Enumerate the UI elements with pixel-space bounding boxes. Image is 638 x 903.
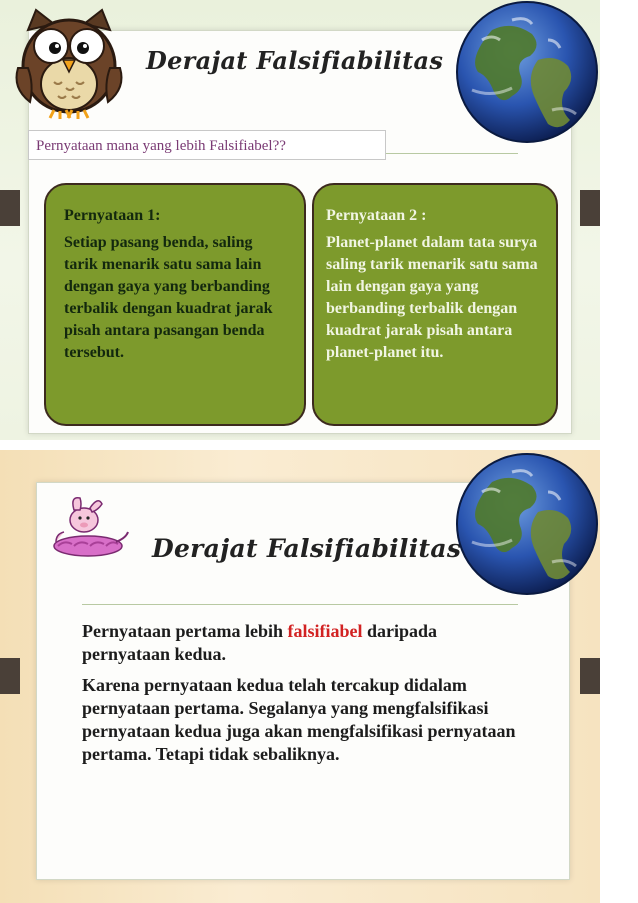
statement-2-text: Planet-planet dalam tata surya saling tarik menarik satu sama lain dengan gaya yang berbanding terbalik dengan kuadrat jarak pisah antara planet-planet itu. [326,234,538,361]
right-edge-tab [580,190,600,226]
slide-2-body [82,620,522,774]
slide-1 [0,0,600,440]
piglet-icon [44,494,132,566]
statement-2-heading: Pernyataan 2 : [326,207,427,224]
conclusion-paragraph [82,620,522,666]
statement-1-text: Setiap pasang benda, saling tarik menarik satu sama lain dengan gaya yang berbanding terbalik dengan kuadrat jarak pisah antara pasangan benda tersebut. [64,234,273,361]
divider-line [82,604,518,605]
owl-icon [10,8,128,120]
slide-1-title: Derajat Falsifiabilitas [146,46,444,75]
reason-paragraph: Karena pernyataan kedua telah tercakup didalam pernyataan pertama. Segalanya yang mengfalsifikasi pernyataan kedua juga akan mengfalsifikasi pernyataan pertama. Tetapi tidak sebaliknya. [82,675,516,764]
left-edge-tab [0,190,20,226]
globe-icon [452,452,600,602]
right-edge-tab [580,658,600,694]
statement-1-heading: Pernyataan 1: [64,207,161,224]
falsifiabel-highlight: falsifiabel [287,621,363,641]
slide-2-title: Derajat Falsifiabilitas [152,534,462,563]
left-edge-tab [0,658,20,694]
statement-1-card [44,183,306,426]
statement-2-card [312,183,558,426]
question-box: Pernyataan mana yang lebih Falsifiabel?? [28,130,386,160]
conclusion-text-start: Pernyataan pertama lebih [82,621,288,641]
globe-icon [452,0,600,150]
page-margin [600,0,638,903]
conclusion-text-end: daripada pernyataan kedua. [82,621,438,664]
